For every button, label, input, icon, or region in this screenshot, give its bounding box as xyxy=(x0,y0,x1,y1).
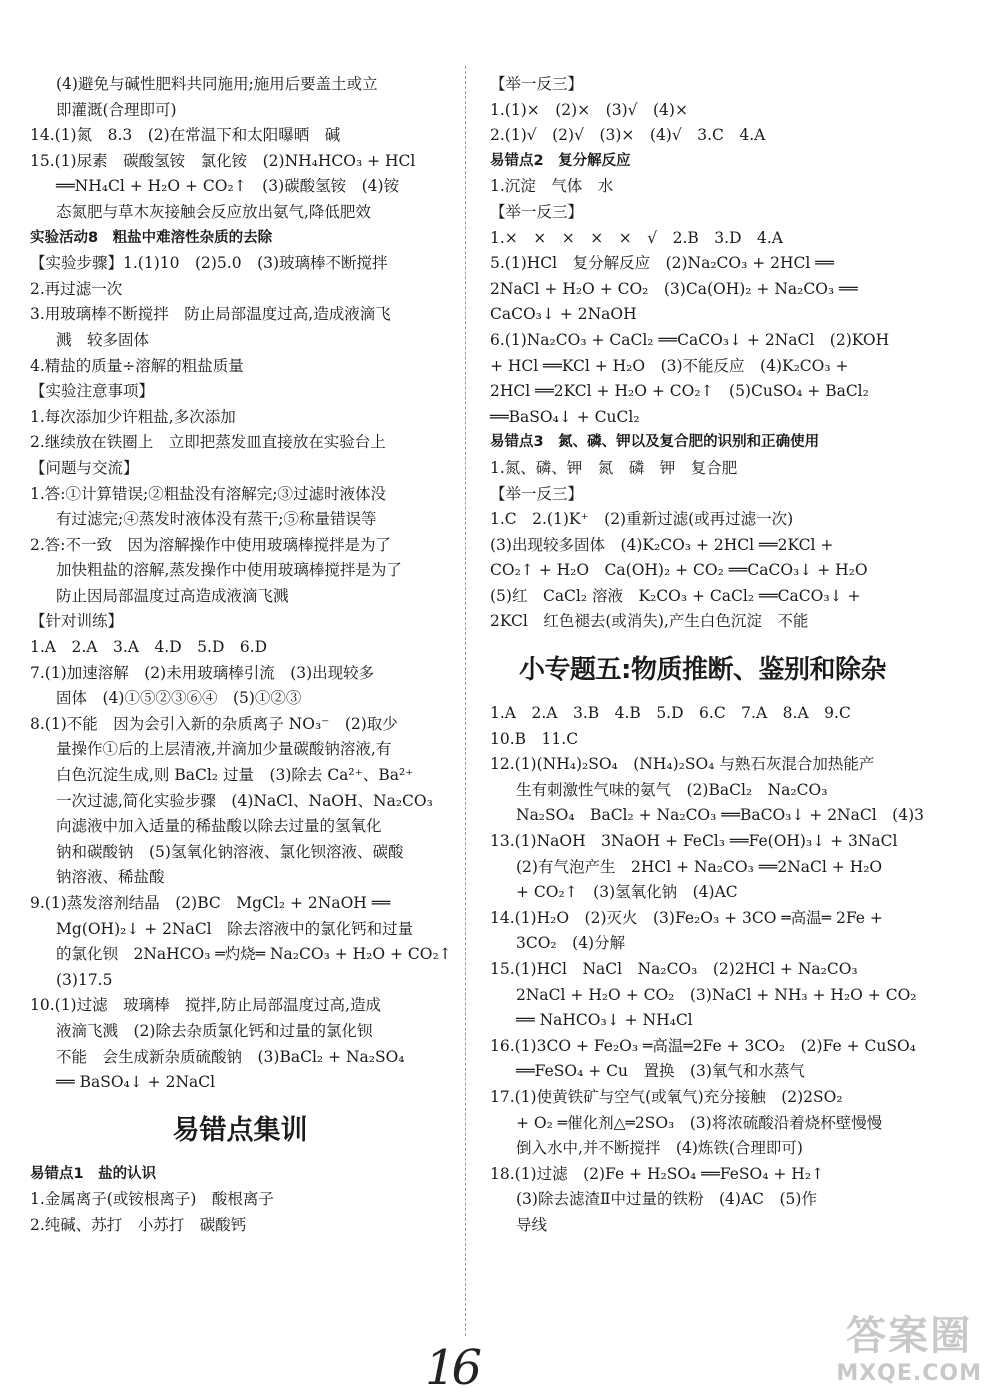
answer-line: 倒入水中,并不断搅拌 (4)炼铁(合理即可) xyxy=(516,1139,803,1158)
watermark-url: MXQE.COM xyxy=(836,1361,982,1386)
answer-line: 2KCl 红色褪去(或消失),产生白色沉淀 不能 xyxy=(490,612,809,631)
answer-line: 白色沉淀生成,则 BaCl₂ 过量 (3)除去 Ca²⁺、Ba²⁺ xyxy=(56,766,414,785)
answer-line: 3.用玻璃棒不断搅拌 防止局部温度过高,造成液滴飞 xyxy=(30,305,391,324)
answer-line: 12.(1)(NH₄)₂SO₄ (NH₄)₂SO₄ 与熟石灰混合加热能产 xyxy=(490,755,875,774)
watermark-text: 答案圈 xyxy=(846,1313,973,1359)
answer-line: 2.纯碱、苏打 小苏打 碳酸钙 xyxy=(30,1215,247,1234)
answer-line: (4)避免与碱性肥料共同施用;施用后要盖土或立 xyxy=(56,75,378,93)
answer-line: 即灌溉(合理即可) xyxy=(56,100,177,119)
answer-line: ══ NaHCO₃↓ + NH₄Cl xyxy=(516,1011,693,1030)
answer-line: 16.(1)3CO + Fe₂O₃ ═高温═2Fe + 3CO₂ (2)Fe + CuSO₄ xyxy=(490,1036,916,1055)
watermark-logo xyxy=(836,1304,982,1386)
answer-line: 10.(1)过滤 玻璃棒 搅拌,防止局部温度过高,造成 xyxy=(30,996,381,1015)
answer-line: 固体 (4)①⑤②③⑥④ (5)①②③ xyxy=(56,689,302,708)
subsection-label: 【实验注意事项】 xyxy=(30,382,155,401)
answer-line: 15.(1)HCl NaCl Na₂CO₃ (2)2HCl + Na₂CO₃ xyxy=(490,960,858,978)
answer-line: 18.(1)过滤 (2)Fe + H₂SO₄ ══FeSO₄ + H₂↑ xyxy=(490,1164,825,1183)
answer-line: 17.(1)使黄铁矿与空气(或氧气)充分接触 (2)2SO₂ xyxy=(490,1087,843,1106)
answer-line: 1.沉淀 气体 水 xyxy=(490,177,614,196)
answer-line: 加快粗盐的溶解,蒸发操作中使用玻璃棒搅拌是为了 xyxy=(56,561,402,580)
answer-line: 量操作①后的上层清液,并滴加少量碳酸钠溶液,有 xyxy=(56,740,392,759)
answer-line: 【实验步骤】1.(1)10 (2)5.0 (3)玻璃棒不断搅拌 xyxy=(30,254,388,273)
answer-line: 2HCl ══2KCl + H₂O + CO₂↑ (5)CuSO₄ + BaCl₂ xyxy=(490,382,869,401)
answer-line: 10.B 11.C xyxy=(490,729,579,748)
answer-line: 的氯化钡 2NaHCO₃ ═灼烧═ Na₂CO₃ + H₂O + CO₂↑ xyxy=(56,945,452,964)
answer-line: 1.答:①计算错误;②粗盐没有溶解完;③过滤时液体没 xyxy=(30,484,386,503)
section-heading: 易错点集训 xyxy=(172,1114,308,1146)
right-column xyxy=(490,72,924,1239)
answer-line: 1.金属离子(或铵根离子) 酸根离子 xyxy=(30,1190,274,1209)
answer-line: ══FeSO₄ + Cu 置换 (3)氧气和水蒸气 xyxy=(516,1062,805,1081)
answer-line: + O₂ ═催化剂△═2SO₃ (3)将浓硫酸沿着烧杯壁慢慢 xyxy=(516,1113,883,1132)
section-title: 易错点2 复分解反应 xyxy=(490,152,631,169)
answer-line: 溅 较多固体 xyxy=(56,330,150,349)
answer-line: 向滤液中加入适量的稀盐酸以除去过量的氢氧化 xyxy=(56,817,382,836)
answer-line: 有过滤完;④蒸发时液体没有蒸干;⑤称量错误等 xyxy=(56,510,377,529)
answer-line: (3)除去滤渣Ⅱ中过量的铁粉 (4)AC (5)作 xyxy=(516,1190,817,1209)
answer-line: 4.精盐的质量÷溶解的粗盐质量 xyxy=(30,356,244,375)
answer-line: 液滴飞溅 (2)除去杂质氯化钙和过量的氯化钡 xyxy=(56,1021,373,1040)
section-heading: 小专题五:物质推断、鉴别和除杂 xyxy=(519,655,886,686)
answer-line: CaCO₃↓ + 2NaOH xyxy=(490,305,637,324)
answer-line: 2.(1)√ (2)√ (3)× (4)√ 3.C 4.A xyxy=(490,126,766,145)
answer-line: 生有刺激性气味的氨气 (2)BaCl₂ Na₂CO₃ xyxy=(516,780,828,799)
answer-line: + CO₂↑ (3)氢氧化钠 (4)AC xyxy=(516,883,738,902)
answer-line: CO₂↑ + H₂O Ca(OH)₂ + CO₂ ══CaCO₃↓ + H₂O xyxy=(490,561,868,580)
answer-line: + HCl ══KCl + H₂O (3)不能反应 (4)K₂CO₃ + xyxy=(490,356,849,375)
answer-line: 1.× × × × × √ 2.B 3.D 4.A xyxy=(490,228,783,247)
answer-line: 2.继续放在铁圈上 立即把蒸发皿直接放在实验台上 xyxy=(30,433,386,452)
answer-line: 2NaCl + H₂O + CO₂ (3)NaCl + NH₃ + H₂O + CO₂ xyxy=(516,985,917,1004)
left-column xyxy=(30,72,450,1239)
handwritten-page-number: 16 xyxy=(425,1340,479,1396)
answer-line: 态氮肥与草木灰接触会反应放出氨气,降低肥效 xyxy=(56,202,371,221)
answer-line: 14.(1)H₂O (2)灭火 (3)Fe₂O₃ + 3CO ═高温═ 2Fe + xyxy=(490,908,883,927)
answer-line: 2NaCl + H₂O + CO₂ (3)Ca(OH)₂ + Na₂CO₃ ══ xyxy=(490,279,858,298)
subsection-label: 【问题与交流】 xyxy=(30,458,139,477)
answer-line: 防止因局部温度过高造成液滴飞溅 xyxy=(56,586,289,605)
answer-line: 钠和碳酸钠 (5)氢氧化钠溶液、氯化钡溶液、碳酸 xyxy=(56,842,404,861)
subsection-label: 【举一反三】 xyxy=(490,484,584,503)
answer-line: 6.(1)Na₂CO₃ + CaCl₂ ══CaCO₃↓ + 2NaCl (2)KOH xyxy=(490,330,890,349)
subsection-label: 【举一反三】 xyxy=(490,75,584,93)
answer-line: 不能 会生成新杂质硫酸钠 (3)BaCl₂ + Na₂SO₄ xyxy=(56,1047,405,1066)
subsection-label: 【针对训练】 xyxy=(30,612,124,631)
answer-line: 9.(1)蒸发溶剂结晶 (2)BC MgCl₂ + 2NaOH ══ xyxy=(30,894,391,912)
answer-line: 5.(1)HCl 复分解反应 (2)Na₂CO₃ + 2HCl ══ xyxy=(490,254,834,273)
subsection-label: 【举一反三】 xyxy=(490,202,584,221)
answer-line: (2)有气泡产生 2HCl + Na₂CO₃ ══2NaCl + H₂O xyxy=(516,857,883,876)
answer-line: ══ BaSO₄↓ + 2NaCl xyxy=(56,1073,216,1092)
answer-line: Na₂SO₄ BaCl₂ + Na₂CO₃ ══BaCO₃↓ + 2NaCl (4)3 xyxy=(516,806,924,825)
answer-line: 15.(1)尿素 碳酸氢铵 氯化铵 (2)NH₄HCO₃ + HCl xyxy=(30,151,416,170)
answer-line: 导线 xyxy=(516,1215,548,1234)
answer-line: 2.答:不一致 因为溶解操作中使用玻璃棒搅拌是为了 xyxy=(30,535,392,554)
answer-line: ══NH₄Cl + H₂O + CO₂↑ (3)碳酸氢铵 (4)铵 xyxy=(56,177,400,196)
answer-line: 14.(1)氮 8.3 (2)在常温下和太阳曝晒 碱 xyxy=(30,126,341,145)
answer-line: 1.氮、磷、钾 氮 磷 钾 复合肥 xyxy=(490,458,738,477)
answer-line: (3)出现较多固体 (4)K₂CO₃ + 2HCl ══2KCl + xyxy=(490,535,834,554)
answer-line: 钠溶液、稀盐酸 xyxy=(56,868,165,887)
answer-line: 3CO₂ (4)分解 xyxy=(516,934,626,953)
answer-line: 1.C 2.(1)K⁺ (2)重新过滤(或再过滤一次) xyxy=(490,510,794,529)
answer-line: ══BaSO₄↓ + CuCl₂ xyxy=(490,407,640,426)
column-divider xyxy=(465,66,466,1336)
answer-line: 1.A 2.A 3.B 4.B 5.D 6.C 7.A 8.A 9.C xyxy=(490,704,851,723)
answer-line: Mg(OH)₂↓ + 2NaCl 除去溶液中的氯化钙和过量 xyxy=(56,919,414,938)
answer-line: 7.(1)加速溶解 (2)未用玻璃棒引流 (3)出现较多 xyxy=(30,663,375,682)
answer-line: (5)红 CaCl₂ 溶液 K₂CO₃ + CaCl₂ ══CaCO₃↓ + xyxy=(490,586,861,605)
answer-line: 8.(1)不能 因为会引入新的杂质离子 NO₃⁻ (2)取少 xyxy=(30,714,398,733)
answer-line: 1.(1)× (2)× (3)√ (4)× xyxy=(490,100,688,119)
answer-line: 1.A 2.A 3.A 4.D 5.D 6.D xyxy=(30,638,268,657)
section-title: 易错点1 盐的认识 xyxy=(30,1165,157,1182)
answer-line: 13.(1)NaOH 3NaOH + FeCl₃ ══Fe(OH)₃↓ + 3NaCl xyxy=(490,832,898,851)
section-title: 易错点3 氮、磷、钾以及复合肥的识别和正确使用 xyxy=(490,434,820,451)
answer-line: 1.每次添加少许粗盐,多次添加 xyxy=(30,407,236,426)
answer-line: 2.再过滤一次 xyxy=(30,279,123,298)
answer-line: (3)17.5 xyxy=(56,970,113,989)
section-title: 实验活动8 粗盐中难溶性杂质的去除 xyxy=(30,229,273,246)
answer-line: 一次过滤,简化实验步骤 (4)NaCl、NaOH、Na₂CO₃ xyxy=(56,791,433,810)
